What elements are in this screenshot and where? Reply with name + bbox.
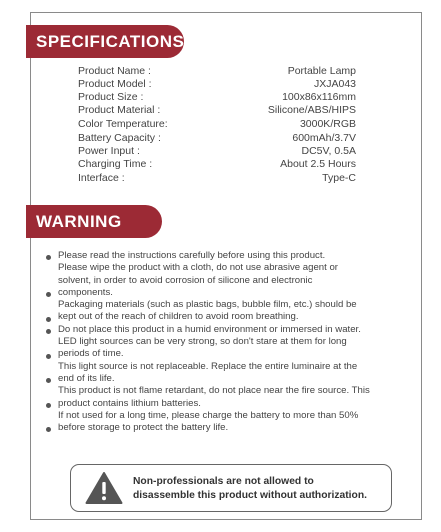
bullet-icon (46, 317, 51, 322)
bullet-icon (46, 292, 51, 297)
spec-value: Silicone/ABS/HIPS (267, 104, 356, 116)
warning-item (46, 361, 408, 386)
warning-line: end of its life. (58, 372, 115, 384)
spec-label: Product Size : (78, 91, 144, 103)
bullet-icon (46, 427, 51, 432)
spec-row (78, 91, 356, 104)
warning-line: before storage to protect the battery life. (58, 422, 229, 434)
spec-value: JXJA043 (313, 78, 356, 90)
spec-value: 600mAh/3.7V (292, 132, 356, 144)
warning-line: If not used for a long time, please charge the battery to more than 50% (58, 409, 359, 421)
spec-label: Product Material : (78, 104, 161, 116)
warning-item (46, 336, 408, 361)
spec-value: Portable Lamp (287, 65, 356, 77)
spec-row (78, 172, 356, 185)
spec-value: Type-C (322, 172, 356, 184)
warning-line: product contains lithium batteries. (58, 397, 201, 409)
warning-item (46, 262, 408, 299)
bullet-icon (46, 329, 51, 334)
spec-row (78, 145, 356, 158)
notice-box (70, 464, 392, 512)
spec-label: Color Temperature: (78, 118, 168, 130)
bullet-icon (46, 378, 51, 383)
warning-item (46, 299, 408, 324)
spec-row (78, 78, 356, 91)
warning-list (46, 250, 408, 434)
warning-line: This light source is not replaceable. Replace the entire luminaire at the (58, 360, 358, 372)
spec-label: Product Name : (78, 65, 151, 77)
warning-line: Do not place this product in a humid environment or immersed in water. (58, 323, 361, 335)
spec-label: Power Input : (78, 145, 140, 157)
spec-row (78, 65, 356, 78)
spec-value: About 2.5 Hours (280, 158, 356, 170)
warning-line: components. (58, 286, 113, 298)
spec-row (78, 158, 356, 171)
warning-line: periods of time. (58, 348, 124, 360)
spec-label: Battery Capacity : (78, 132, 161, 144)
spec-row (78, 104, 356, 117)
warning-heading: WARNING (26, 205, 162, 238)
warning-line: This product is not flame retardant, do not place near the fire source. This (58, 385, 370, 397)
bullet-icon (46, 354, 51, 359)
warning-item (46, 250, 408, 262)
spec-value: DC5V, 0.5A (301, 145, 356, 157)
warning-line: Packaging materials (such as plastic bags, bubble film, etc.) should be (58, 299, 357, 311)
warning-item (46, 324, 408, 336)
spec-label: Charging Time : (78, 158, 153, 170)
spec-label: Interface : (78, 172, 125, 184)
notice-text (133, 475, 385, 503)
notice-line: disassemble this product without authorization. (133, 490, 367, 501)
bullet-icon (46, 255, 51, 260)
spec-value: 100x86x116mm (282, 91, 356, 103)
warning-line: LED light sources can be very strong, so don't stare at them for long (58, 336, 347, 348)
warning-item (46, 410, 408, 435)
warning-line: solvent, in order to avoid corrosion of silicone and electronic (58, 274, 313, 286)
spec-row (78, 132, 356, 145)
notice-line: Non-professionals are not allowed to (133, 476, 314, 487)
warning-line: Please read the instructions carefully before using this product. (58, 250, 326, 261)
specifications-heading: SPECIFICATIONS (26, 25, 184, 58)
warning-line: kept out of the reach of children to avoid room breathing. (58, 311, 299, 323)
warning-triangle-icon (85, 471, 123, 505)
spec-row (78, 118, 356, 131)
warning-item (46, 385, 408, 410)
bullet-icon (46, 403, 51, 408)
spec-value: 3000K/RGB (299, 118, 356, 130)
warning-line: Please wipe the product with a cloth, do not use abrasive agent or (58, 262, 338, 274)
spec-label: Product Model : (78, 78, 152, 90)
